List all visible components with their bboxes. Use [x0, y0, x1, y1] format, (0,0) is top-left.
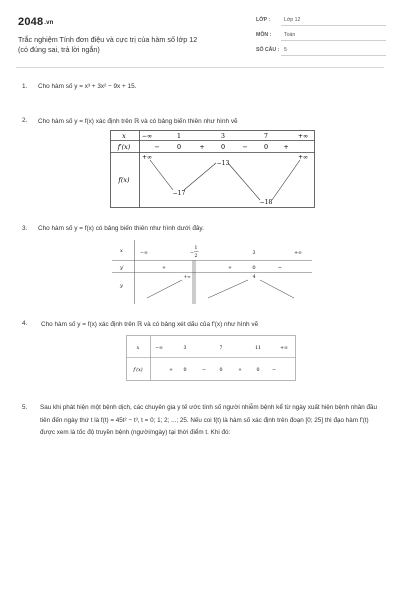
- t2-f-1: −17: [172, 190, 186, 197]
- variation-table-q3: [112, 240, 312, 304]
- meta-subject-label: MÔN :: [256, 32, 272, 38]
- question-2-text: Cho hàm số y = f(x) xác định trên ℝ và có bảng biến thiên như hình vẽ: [38, 118, 238, 125]
- t4-row-fp: f′(x): [133, 368, 143, 373]
- t3-y-0: +∞: [183, 275, 191, 280]
- t4-fp-0: +: [168, 368, 174, 373]
- t3-x-2: 3: [252, 251, 256, 256]
- t3-x-3: +∞: [294, 251, 302, 256]
- t4-x-3: 11: [255, 346, 261, 351]
- meta-count-label: SỐ CÂU :: [256, 47, 280, 53]
- t3-yp-3: −: [277, 265, 283, 271]
- t4-fp-4: +: [237, 368, 243, 373]
- question-4-text: Cho hàm số y = f(x) xác định trên ℝ và có bảng xét dấu của f'(x) như hình vẽ: [41, 321, 259, 328]
- t3-x-1-minus: −: [190, 251, 194, 256]
- t2-f-4: +∞: [297, 154, 309, 161]
- page-title: Trắc nghiệm Tính đơn điệu và cực trị của hàm số lớp 12: [18, 35, 198, 44]
- t2-x-0: −∞: [141, 133, 153, 140]
- t2-x-1: 1: [177, 133, 181, 140]
- variation-table-q2: [110, 130, 315, 208]
- question-5-number: 5.: [22, 404, 28, 411]
- t3-x-1-num: 1: [194, 246, 198, 251]
- t2-row-x: x: [122, 132, 126, 140]
- t2-fp-5: 0: [263, 143, 269, 151]
- logo-sub-text: .vn: [44, 20, 54, 26]
- t2-x-4: +∞: [297, 133, 309, 140]
- question-1-number: 1.: [22, 83, 28, 90]
- t4-row-x: x: [136, 346, 140, 351]
- t4-x-1: 3: [183, 346, 187, 351]
- t2-arrow-down-1: [150, 160, 173, 190]
- t2-fp-2: +: [199, 143, 205, 151]
- meta-count-value: 5: [284, 47, 287, 53]
- t4-fp-5: 0: [256, 368, 260, 373]
- t3-arrow-up-2: [208, 280, 248, 298]
- t2-f-0: +∞: [141, 154, 153, 161]
- t3-row-x: x: [120, 248, 123, 254]
- t2-fp-6: +: [283, 143, 289, 151]
- t2-arrow-up-2: [272, 160, 300, 200]
- site-logo[interactable]: [18, 16, 54, 28]
- page-subtitle: (có đúng sai, trả lời ngắn): [18, 45, 100, 54]
- question-2-number: 2.: [22, 117, 28, 124]
- meta-class-line: [281, 25, 386, 26]
- header-divider: [16, 67, 384, 68]
- t2-f-2: −13: [216, 160, 230, 167]
- t2-row-f: f(x): [118, 176, 130, 184]
- t3-x-1-den: 2: [194, 254, 198, 259]
- meta-subject-value: Toán: [284, 32, 296, 38]
- t2-x-2: 3: [221, 133, 225, 140]
- t4-x-4: +∞: [280, 346, 288, 351]
- t3-yp-1: +: [227, 265, 233, 271]
- t3-arrow-down-1: [260, 280, 294, 298]
- t2-arrow-up-1: [184, 163, 216, 190]
- t3-arrow-up-1: [147, 280, 182, 298]
- t3-row-yp: y′: [120, 265, 124, 271]
- t4-fp-2: −: [201, 368, 207, 373]
- t2-fp-3: 0: [220, 143, 226, 151]
- question-1-text: Cho hàm số y = x³ + 3x² − 9x + 15.: [38, 83, 137, 90]
- t2-fp-4: −: [242, 143, 248, 151]
- meta-class-value: Lớp 12: [284, 17, 301, 23]
- t4-fp-1: 0: [183, 368, 187, 373]
- question-3-number: 3.: [22, 225, 28, 232]
- t2-fp-1: 0: [176, 143, 182, 151]
- t4-x-2: 7: [219, 346, 223, 351]
- t2-row-fp: f′(x): [117, 143, 131, 151]
- meta-count-line: [281, 55, 386, 56]
- t3-yp-0: +: [161, 265, 167, 271]
- t2-fp-0: −: [154, 143, 160, 151]
- t3-yp-2: 0: [252, 265, 256, 271]
- meta-class-label: LỚP :: [256, 17, 271, 23]
- question-5-text: Sau khi phát hiện một bệnh dịch, các chuyên gia y tế ước tính số người nhiễm bệnh kể từ ngày xuất hiện bệnh nhân đầu tiên đến ngày thứ t là f(t) = 45t² − t³, t = 0; 1; 2; ...; 25. Nếu coi f(t) là hàm số xác định trên đoạn [0; 25] thì đạo hàm f'(t) được xem là tốc độ truyền bệnh (người/ngày) tại thời điểm t. Khi đó:: [40, 404, 378, 436]
- page-header: [0, 0, 400, 70]
- t4-fp-3: 0: [219, 368, 223, 373]
- meta-subject-line: [281, 40, 386, 41]
- question-3-text: Cho hàm số y = f(x) có bảng biến thiên như hình dưới đây.: [38, 225, 204, 232]
- t2-x-3: 7: [264, 133, 268, 140]
- sign-table-q4: [126, 335, 296, 381]
- t3-row-y: y: [120, 283, 123, 289]
- question-4-number: 4.: [22, 320, 28, 327]
- t3-y-1: 4: [252, 275, 256, 280]
- t2-arrow-down-2: [228, 163, 260, 200]
- logo-main-text: 2048: [18, 16, 44, 28]
- t4-fp-6: −: [271, 368, 277, 373]
- t3-x-0: −∞: [140, 251, 148, 256]
- t2-f-3: −18: [259, 199, 273, 206]
- t4-x-0: −∞: [155, 346, 163, 351]
